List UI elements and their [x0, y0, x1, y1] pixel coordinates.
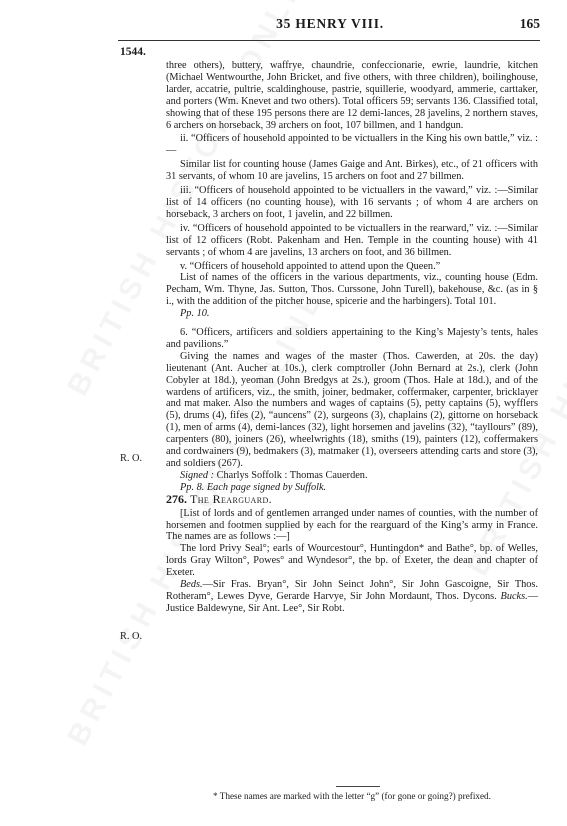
page-number: 165 — [519, 16, 540, 31]
entry-6 — [166, 327, 538, 351]
pp-count: Pp. 8. — [180, 481, 205, 493]
signed-label: Signed : — [180, 469, 215, 481]
county-list — [166, 579, 538, 615]
beds-names: —Sir Fras. Bryan°, Sir John Seinct John°, Sir John Gascoigne, Sir Thos. Rotheram°, Lewes Dyve, Gerarde Harvye, Sir John Mordaunt, Thos. Dycons. — [166, 579, 538, 602]
margin-note-ro: R. O. — [120, 631, 143, 642]
page-count: Pp. 10. — [180, 308, 210, 320]
year-marker: 1544. — [120, 46, 146, 58]
pp-note: Each page signed by Suffolk. — [206, 481, 327, 493]
paragraph: ii. “Officers of household appointed to be victuallers in the King his own battle,” viz. :— — [166, 133, 538, 157]
paragraph: iii. “Officers of household appointed to be victuallers in the vaward,” viz. :—Similar list of 14 officers (no counting house), with 16 servants ; of whom 4 are archers on horseback, 3 archers on foot, 1 javelin, and 22 billmen. — [166, 185, 538, 220]
entry-6-text: Giving the names and wages of the master (Thos. Cawerden, at 20s. the day) lieutenant (Ant. Aucher at 10s.), clerk comptroller (John Bernard at 2s.), clerk (John Cobyler at 18d.), yeoman (John Bredgys at 2s.), groom (Thos. Hale at 18d.), and of the wardens of artificers, viz., the smith, joiner, bedmaker, coffermaker, carpenter, bricklayer and mat maker. Also the numbers and wages of captains (5), petty captains (5), wyfflers (5), drums (4), fifes (2), “auncens” (2), surgeons (3), chaplains (2), gittorne on horseback (1), men of arms (4), demi-lances (32), light horsemen and javelins (32), “tayllours” (89), carpenters (80), joiners (26), wheelwrights (18), smiths (19), painters (12), coffermakers and cordwainers (9), bedmakers (3), matmaker (1), overseers attending carts and store (3), and soldiers (267). — [166, 350, 538, 469]
paragraph: iv. “Officers of household appointed to be victuallers in the rearward,” viz. :—Similar list of 12 officers (Robt. Pakenham and Hen. Temple in the counting house) with 41 servants ; of whom 4 are javelins, 13 archers on foot, and 36 billmen. — [166, 222, 538, 258]
footnote: * These names are marked with the letter “g” (for gone or going?) prefixed. — [213, 791, 491, 801]
entry-title: “Officers, artificers and soldiers appertaining to the King’s Majesty’s tents, hales and pavilions.” — [166, 327, 539, 350]
entry-number: 6. — [180, 327, 188, 339]
county-label-bucks: Bucks. — [500, 590, 528, 602]
paragraph: three others), buttery, waffrye, chaundrie, confeccionarie, ewrie, laundrie, kitchen (Michael Wentwourthe, John Bricket, and five others, with three children), boilinghouse, larder, accatrie, pultrie, scaldinghouse, pastrie, squillerie, woodyard, ammerie, carttaker, and porters (Wm. Knevet and two others). Total officers 59; servants 136. Classified total, showing that of these 195 persons there are 12 demi-lances, 28 javelins, 2 northern staves, 6 archers on horseback, 39 archers on foot, 107 billmen, and 1 handgun. — [166, 60, 538, 131]
running-title: 35 HENRY VIII. — [276, 16, 384, 31]
signed-names: Charlys Soffolk : Thomas Cauerden. — [216, 469, 368, 481]
paragraph: v. “Officers of household appointed to attend upon the Queen.” — [180, 260, 441, 272]
entry-number: 276. — [166, 491, 187, 506]
header-rule — [118, 40, 540, 41]
entry-title: The Rearguard. — [190, 491, 273, 506]
paragraph: Similar list for counting house (James Gaige and Ant. Birkes), etc., of 21 officers with 31 servants, of whom 10 are javelins, 15 archers on foot and 27 billmen. — [166, 159, 538, 183]
footnote-rule — [336, 786, 380, 787]
margin-note-ro: R. O. — [120, 453, 143, 464]
page-body — [166, 60, 538, 615]
signature-line — [166, 470, 538, 482]
county-label-beds: Beds. — [180, 579, 203, 591]
page-header — [120, 16, 540, 36]
paragraph: List of names of the officers in the various departments, viz., counting house (Edm. Pecham, Wm. Thyne, Jas. Sutton, Thos. Curssone, John Turell), bakehouse, &c. (as in § i., with the addition of the pitcher house, spicerie and the harbingers). Total 101. — [166, 272, 538, 308]
entry-276-intro: [List of lords and of gentlemen arranged under names of counties, with the number of horsemen and footmen supplied by each for the rearguard of the King’s army in France. The names are as follows :—] — [166, 507, 538, 543]
bucks-names: —Justice Baldewyne, Sir Ant. Lee°, Sir Robt. — [166, 590, 538, 614]
lords-list: The lord Privy Seal°; earls of Wourcestour°, Huntingdon* and Bathe°, bp. of Welles, lords Gray Wilton°, Powes° and Wyndesor°, the bp. of Exeter, the dean and chapter of Exeter. — [166, 543, 538, 579]
entry-276-heading — [166, 491, 538, 506]
